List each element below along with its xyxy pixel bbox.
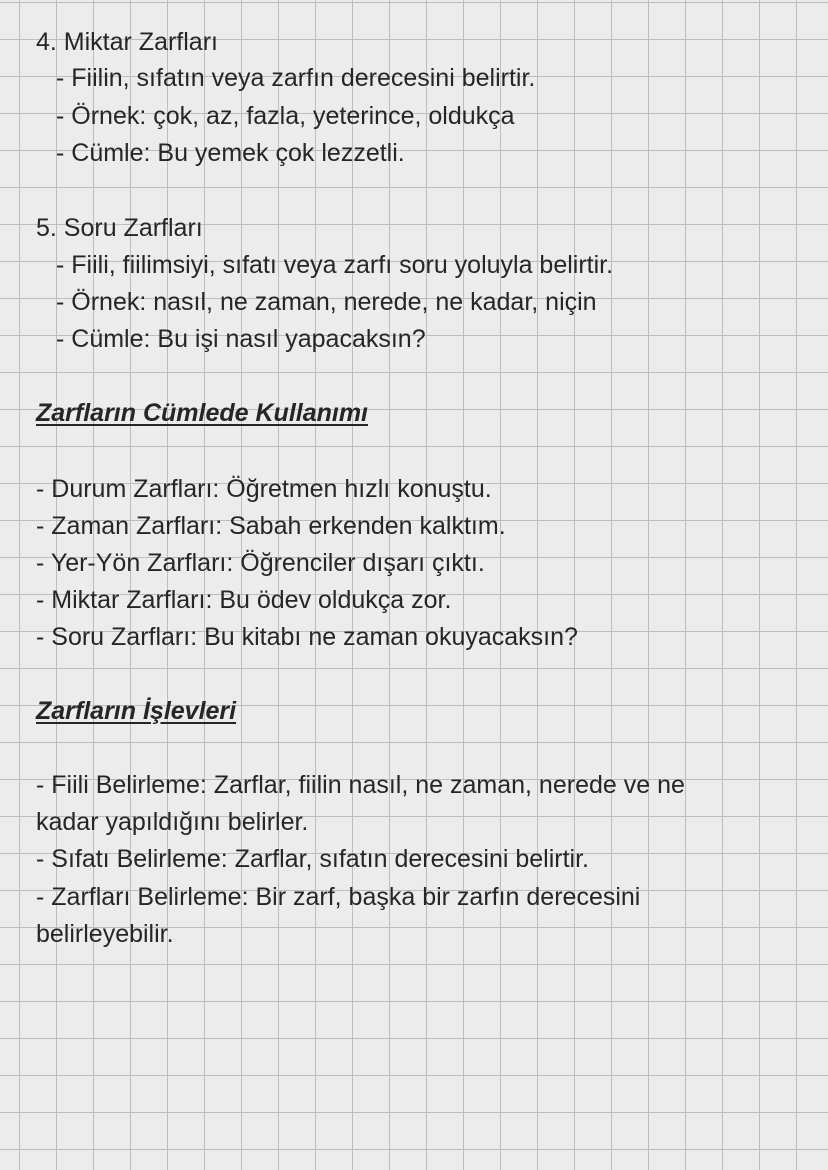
heading-islevleri: Zarfların İşlevleri (36, 697, 237, 725)
list-item: - Cümle: Bu işi nasıl yapacaksın? (56, 325, 426, 353)
usage-item: - Yer-Yön Zarfları: Öğrenciler dışarı çıktı. (36, 549, 485, 577)
list-item: - Cümle: Bu yemek çok lezzetli. (56, 139, 405, 167)
function-line: - Sıfatı Belirleme: Zarflar, sıfatın derecesini belirtir. (36, 845, 589, 873)
list-item: - Fiilin, sıfatın veya zarfın derecesini belirtir. (56, 64, 536, 92)
section-title-soru-zarflari: 5. Soru Zarfları (36, 214, 203, 242)
usage-item: - Durum Zarfları: Öğretmen hızlı konuştu. (36, 475, 492, 503)
usage-item: - Miktar Zarfları: Bu ödev oldukça zor. (36, 586, 452, 614)
list-item: - Örnek: nasıl, ne zaman, nerede, ne kadar, niçin (56, 288, 597, 316)
function-line: - Fiili Belirleme: Zarflar, fiilin nasıl, ne zaman, nerede ve ne (36, 771, 685, 799)
heading-cumlede-kullanimi: Zarfların Cümlede Kullanımı (36, 399, 369, 427)
usage-item: - Zaman Zarfları: Sabah erkenden kalktım. (36, 512, 506, 540)
list-item: - Fiili, fiilimsiyi, sıfatı veya zarfı soru yoluyla belirtir. (56, 251, 614, 279)
function-line: - Zarfları Belirleme: Bir zarf, başka bir zarfın derecesini (36, 883, 641, 911)
function-line: kadar yapıldığını belirler. (36, 808, 309, 836)
list-item: - Örnek: çok, az, fazla, yeterince, oldukça (56, 102, 515, 130)
function-line: belirleyebilir. (36, 920, 174, 948)
section-title-miktar-zarflari: 4. Miktar Zarfları (36, 28, 218, 56)
usage-item: - Soru Zarfları: Bu kitabı ne zaman okuyacaksın? (36, 623, 578, 651)
